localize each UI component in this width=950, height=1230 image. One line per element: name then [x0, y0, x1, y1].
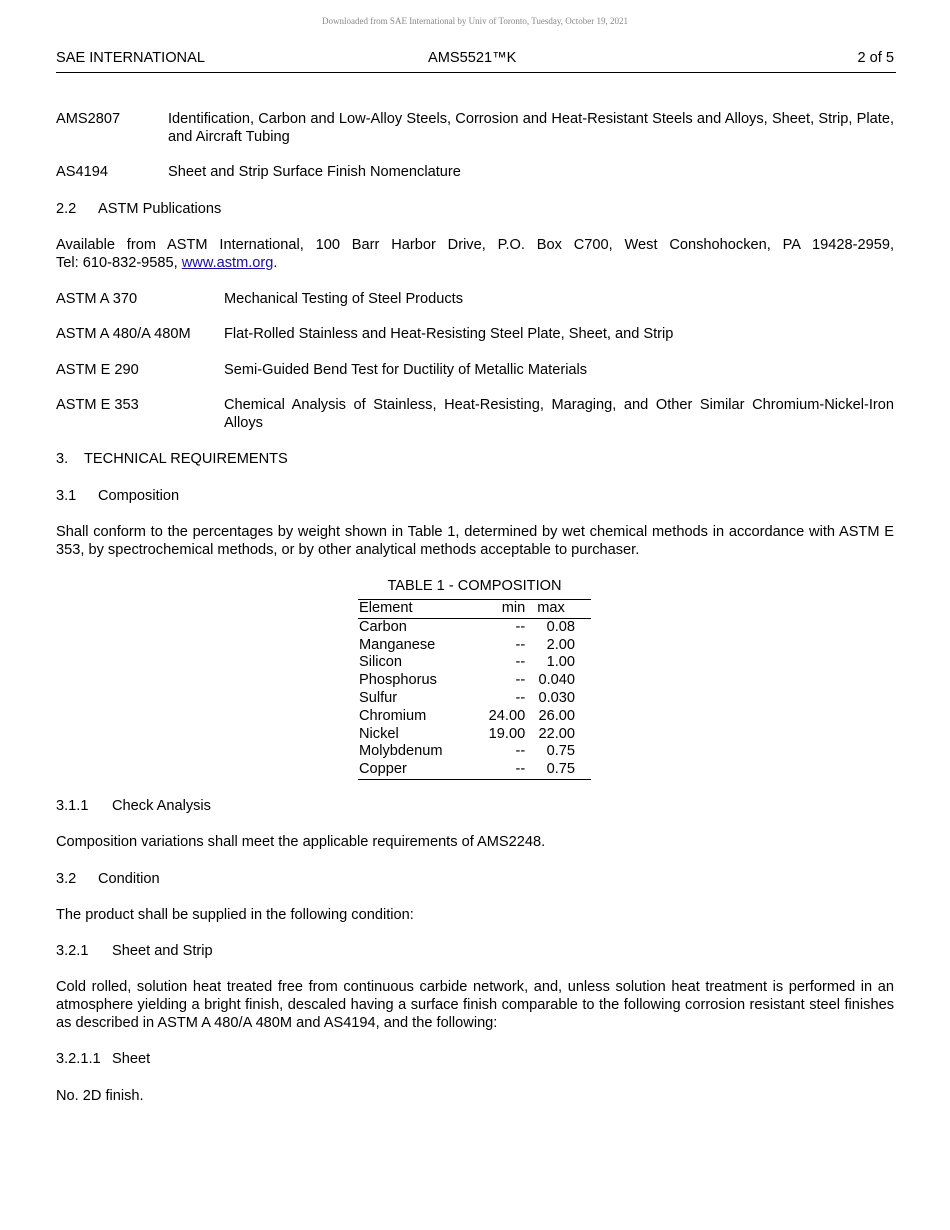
reference-astm-e353	[56, 396, 894, 432]
reference-code: ASTM E 353	[56, 397, 139, 413]
reference-title: Sheet and Strip Surface Finish Nomenclature	[168, 164, 461, 180]
check-analysis-paragraph: Composition variations shall meet the applicable requirements of AMS2248.	[56, 834, 546, 850]
table-row: Copper -- 0.75	[358, 761, 591, 779]
page-header	[56, 50, 896, 73]
section-heading-3-2-1-1: 3.2.1.1 Sheet	[56, 1051, 151, 1067]
header-doc-id: AMS5521™K	[428, 50, 517, 66]
sheet-finish-paragraph: No. 2D finish.	[56, 1088, 144, 1104]
reference-code: AS4194	[56, 164, 108, 180]
download-watermark: Downloaded from SAE International by Univ of Toronto, Tuesday, October 19, 2021	[321, 16, 629, 26]
header-element: Element	[359, 600, 413, 616]
header-page-number: 2 of 5	[857, 50, 894, 66]
section-heading-3: 3. TECHNICAL REQUIREMENTS	[56, 451, 288, 467]
table-row: Carbon -- 0.08	[359, 618, 575, 635]
table-row: Chromium 24.00 26.00	[359, 707, 575, 724]
astm-link[interactable]: www.astm.org	[181, 255, 274, 271]
composition-table-grid	[358, 599, 591, 780]
section-heading-2-2: 2.2 ASTM Publications	[56, 201, 222, 217]
reference-title: Chemical Analysis of Stainless, Heat-Resisting, Maraging, and Other Similar Chromium-Nickel-Iron Alloys	[224, 397, 894, 431]
table-caption: TABLE 1 - COMPOSITION	[387, 578, 562, 594]
reference-title: Mechanical Testing of Steel Products	[224, 291, 464, 307]
reference-code: ASTM A 480/A 480M	[56, 326, 191, 342]
reference-title: Identification, Carbon and Low-Alloy Steels, Corrosion and Heat-Resistant Steels and Alloys, Sheet, Strip, Plate, and Aircraft Tubing	[168, 111, 894, 145]
section-heading-3-2: 3.2 Condition	[56, 871, 160, 887]
reference-code: ASTM A 370	[56, 291, 138, 307]
header-org: SAE INTERNATIONAL	[56, 50, 205, 66]
reference-title: Flat-Rolled Stainless and Heat-Resisting Steel Plate, Sheet, and Strip	[224, 326, 674, 342]
reference-title: Semi-Guided Bend Test for Ductility of Metallic Materials	[224, 362, 588, 378]
table-header-row	[358, 600, 591, 619]
composition-paragraph: Shall conform to the percentages by weight shown in Table 1, determined by wet chemical methods in accordance with ASTM E 353, by spectrochemical methods, or by other analytical methods acceptable to purchaser.	[56, 524, 894, 558]
astm-availability: Available from ASTM International, 100 Barr Harbor Drive, P.O. Box C700, West Conshohocken, PA 19428-2959, Tel: 610-832-9585, www.astm.org.	[56, 237, 894, 271]
sheet-strip-paragraph: Cold rolled, solution heat treated free from continuous carbide network, and, unless solution heat treatment is performed in an atmosphere yielding a bright finish, descaled having a surface finish comparable to the following corrosion resistant steel finishes as described in ASTM A 480/A 480M and AS4194, and the following:	[56, 979, 894, 1031]
reference-ams2807	[56, 110, 894, 146]
header-max: max	[537, 600, 565, 616]
reference-code: AMS2807	[56, 111, 121, 127]
table-row: Molybdenum -- 0.75	[359, 743, 575, 760]
section-heading-3-2-1: 3.2.1 Sheet and Strip	[56, 943, 213, 959]
reference-code: ASTM E 290	[56, 362, 139, 378]
table-row: Sulfur -- 0.030	[359, 689, 575, 706]
section-heading-3-1-1: 3.1.1 Check Analysis	[56, 798, 211, 814]
table-row: Manganese -- 2.00	[359, 636, 575, 653]
condition-paragraph: The product shall be supplied in the following condition:	[56, 907, 414, 923]
section-heading-3-1: 3.1 Composition	[56, 488, 180, 504]
table-row: Nickel 19.00 22.00	[359, 725, 575, 742]
table-row: Phosphorus -- 0.040	[359, 672, 575, 689]
table-row: Silicon -- 1.00	[359, 654, 575, 671]
header-min: min	[501, 600, 526, 616]
composition-table	[358, 577, 591, 780]
